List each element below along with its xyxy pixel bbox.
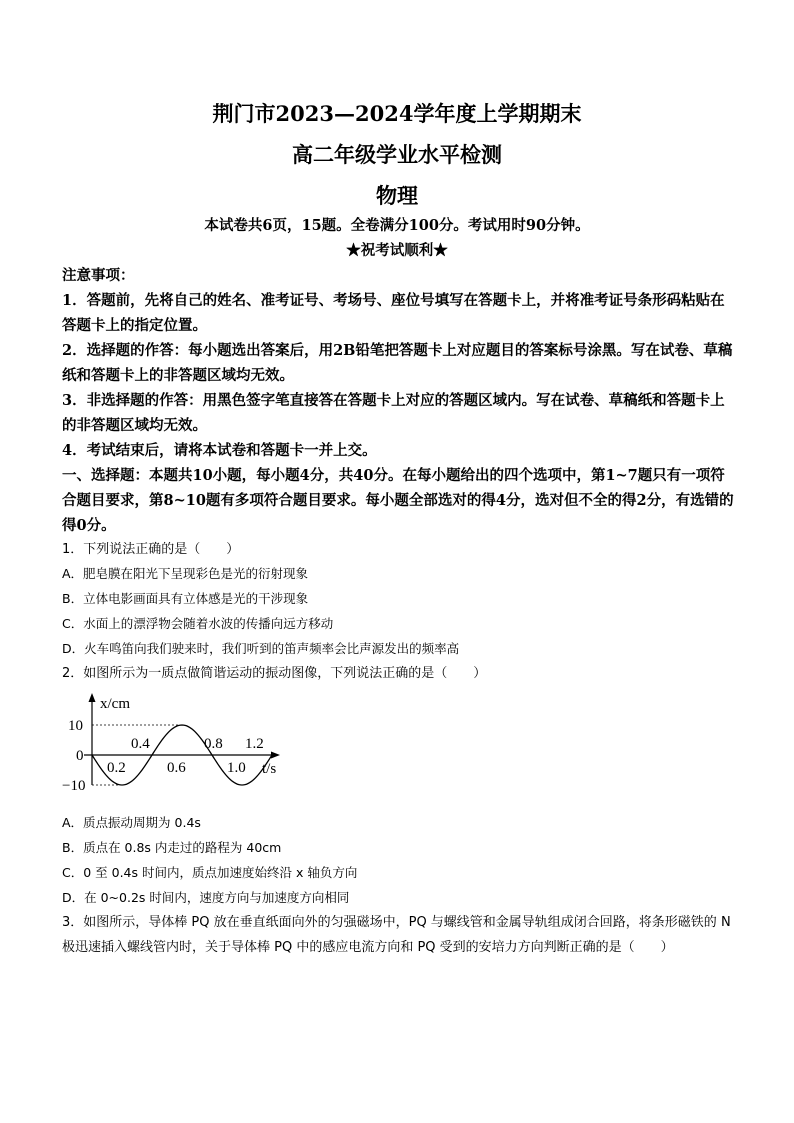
exam-wish: ★祝考试顺利★ [346,242,448,259]
q1-option-a: A．肥皂膜在阳光下呈现彩色是光的衍射现象 [62,566,309,581]
x-tick-1.2: 1.2 [245,736,264,752]
section1-intro: 一、选择题：本题共10小题，每小题4分，共40分。在每小题给出的四个选项中，第1~7题只有一项符合题目要求，第8~10题有多项符合题目要求。每小题全部选对的得4分，选对但不全的得2分，有选错的得0分。 [62,467,734,534]
exam-info: 本试卷共6页，15题。全卷满分100分。考试用时90分钟。 [204,217,590,234]
q2-option-c: C．0 至 0.4s 时间内，质点加速度始终沿 x 轴负方向 [62,865,358,880]
notice-item-2: 2．选择题的作答：每小题选出答案后，用2B铅笔把答题卡上对应题目的答案标号涂黑。写在试卷、草稿纸和答题卡上的非答题区域均无效。 [62,342,733,384]
q1-option-b: B．立体电影画面具有立体感是光的干涉现象 [62,591,309,606]
x-tick-0.2: 0.2 [107,760,126,776]
x-tick-0.6: 0.6 [167,760,186,776]
notice-item-1: 1．答题前，先将自己的姓名、准考证号、考场号、座位号填写在答题卡上，并将准考证号条形码粘贴在答题卡上的指定位置。 [62,292,725,334]
notice-heading: 注意事项： [62,267,135,284]
exam-title: 荆门市2023—2024学年度上学期期末 [212,101,582,126]
q2-option-d: D．在 0~0.2s 时间内，速度方向与加速度方向相同 [62,890,350,905]
y-tick-minus10: −10 [62,778,86,794]
exam-grade-title: 高二年级学业水平检测 [292,142,502,167]
q2-option-b: B．质点在 0.8s 内走过的路程为 40cm [62,840,282,855]
x-axis-arrow [271,752,280,759]
y-tick-10: 10 [68,718,83,734]
exam-subject: 物理 [376,183,418,208]
y-tick-0: 0 [76,748,84,764]
vibration-graph [62,690,302,800]
notice-item-4: 4．考试结束后，请将本试卷和答题卡一并上交。 [62,442,377,459]
q3-stem: 3．如图所示，导体棒 PQ 放在垂直纸面向外的匀强磁场中，PQ 与螺线管和金属导轨组成闭合回路，将条形磁铁的 N 极迅速插入螺线管内时，关于导体棒 PQ 中的感应电流方向和 PQ 受到的安培力方向判断正确的是（ ） [62,915,731,955]
q1-option-d: D．火车鸣笛向我们驶来时，我们听到的笛声频率会比声源发出的频率高 [62,641,460,656]
y-axis-arrow [89,693,96,702]
x-tick-1.0: 1.0 [227,760,246,776]
q1-stem: 1．下列说法正确的是（ ） [62,542,240,557]
x-axis-label: t/s [262,761,277,777]
y-axis-label: x/cm [100,696,130,712]
notice-item-3: 3．非选择题的作答：用黑色签字笔直接答在答题卡上对应的答题区域内。写在试卷、草稿纸和答题卡上的非答题区域均无效。 [62,392,725,434]
x-tick-0.4: 0.4 [131,736,150,752]
x-tick-0.8: 0.8 [204,736,223,752]
q2-stem: 2．如图所示为一质点做简谐运动的振动图像，下列说法正确的是（ ） [62,666,487,681]
notice-section [62,263,734,538]
q2-option-a: A．质点振动周期为 0.4s [62,815,201,830]
q1-option-c: C．水面上的漂浮物会随着水波的传播向远方移动 [62,616,334,631]
